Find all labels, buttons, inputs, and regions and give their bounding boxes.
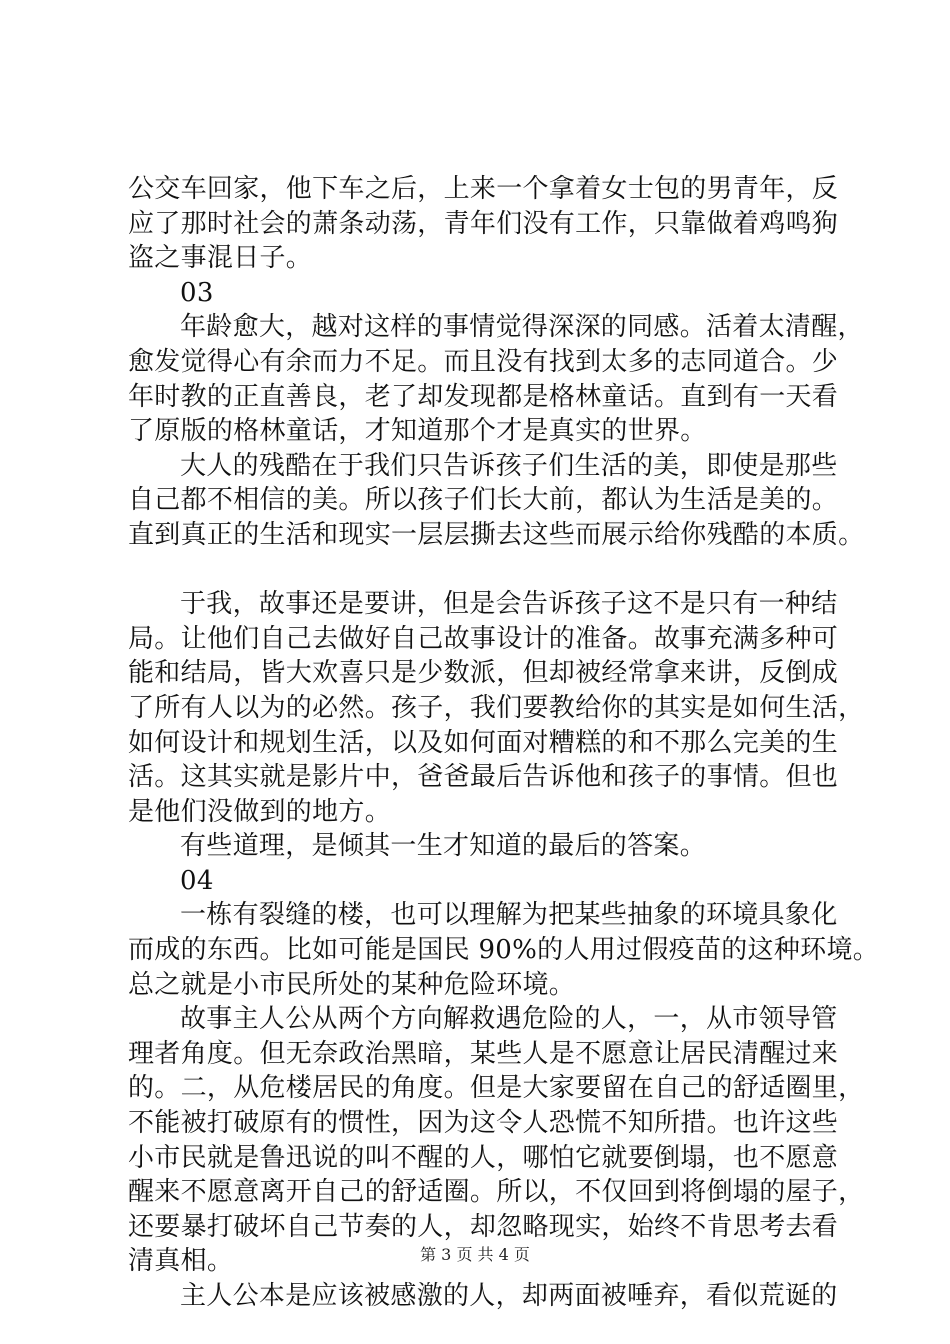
section-heading-03: 03 [180, 277, 214, 308]
document-body [128, 172, 880, 1314]
text-line: 自己都不相信的美。所以孩子们长大前，都认为生活是美的。 [128, 485, 839, 516]
section-heading-04: 04 [180, 865, 214, 896]
text-line: 大人的残酷在于我们只告诉孩子们生活的美，即使是那些 [180, 450, 838, 481]
text-line: 盗之事混日子。 [128, 243, 313, 274]
text-line: 年时教的正直善良，老了却发现都是格林童话。直到有一天看 [128, 381, 839, 412]
text-line: 一栋有裂缝的楼，也可以理解为把某些抽象的环境具象化 [180, 900, 838, 931]
text-line: 理者角度。但无奈政治黑暗，某些人是不愿意让居民清醒过来 [128, 1038, 839, 1069]
text-line: 总之就是小市民所处的某种危险环境。 [128, 969, 576, 1000]
text-line: 的。二，从危楼居民的角度。但是大家要留在自己的舒适圈里， [128, 1073, 865, 1104]
text-line: 还要暴打破坏自己节奏的人，却忽略现实，始终不肯思考去看 [128, 1211, 839, 1242]
text-line: 直到真正的生活和现实一层层撕去这些而展示给你残酷的本质。 [128, 519, 865, 550]
text-line: 而成的东西。比如可能是国民 90%的人用过假疫苗的这种环境。 [128, 935, 880, 966]
text-line: 了所有人以为的必然。孩子，我们要教给你的其实是如何生活， [128, 692, 865, 723]
text-line: 局。让他们自己去做好自己故事设计的准备。故事充满多种可 [128, 623, 839, 654]
text-line: 小市民就是鲁迅说的叫不醒的人，哪怕它就要倒塌，也不愿意 [128, 1142, 839, 1173]
text-line: 主人公本是应该被感激的人，却两面被唾弃，看似荒诞的 [180, 1281, 838, 1311]
text-line: 醒来不愿意离开自己的舒适圈。所以，不仅回到将倒塌的屋子， [128, 1177, 865, 1208]
page-footer: 第 3 页 共 4 页 [420, 1245, 530, 1264]
text-line: 如何设计和规划生活，以及如何面对糟糕的和不那么完美的生 [128, 727, 839, 758]
text-line: 应了那时社会的萧条动荡，青年们没有工作，只靠做着鸡鸣狗 [128, 208, 839, 239]
text-line: 是他们没做到的地方。 [128, 796, 392, 827]
text-line: 愈发觉得心有余而力不足。而且没有找到太多的志同道合。少 [128, 346, 839, 377]
text-line: 有些道理，是倾其一生才知道的最后的答案。 [180, 831, 707, 862]
text-line: 活。这其实就是影片中，爸爸最后告诉他和孩子的事情。但也 [128, 762, 839, 793]
text-line: 不能被打破原有的惯性，因为这令人恐慌不知所措。也许这些 [128, 1108, 839, 1139]
text-line: 能和结局，皆大欢喜只是少数派，但却被经常拿来讲，反倒成 [128, 658, 839, 689]
text-line: 故事主人公从两个方向解救遇危险的人，一，从市领导管 [180, 1004, 838, 1035]
paragraph-gap [128, 553, 833, 588]
text-line: 年龄愈大，越对这样的事情觉得深深的同感。活着太清醒， [180, 312, 864, 343]
text-line: 于我，故事还是要讲，但是会告诉孩子这不是只有一种结 [180, 589, 838, 620]
text-line: 了原版的格林童话，才知道那个才是真实的世界。 [128, 416, 707, 447]
text-line: 清真相。 [128, 1246, 234, 1277]
text-line: 公交车回家，他下车之后，上来一个拿着女士包的男青年，反 [128, 174, 839, 204]
